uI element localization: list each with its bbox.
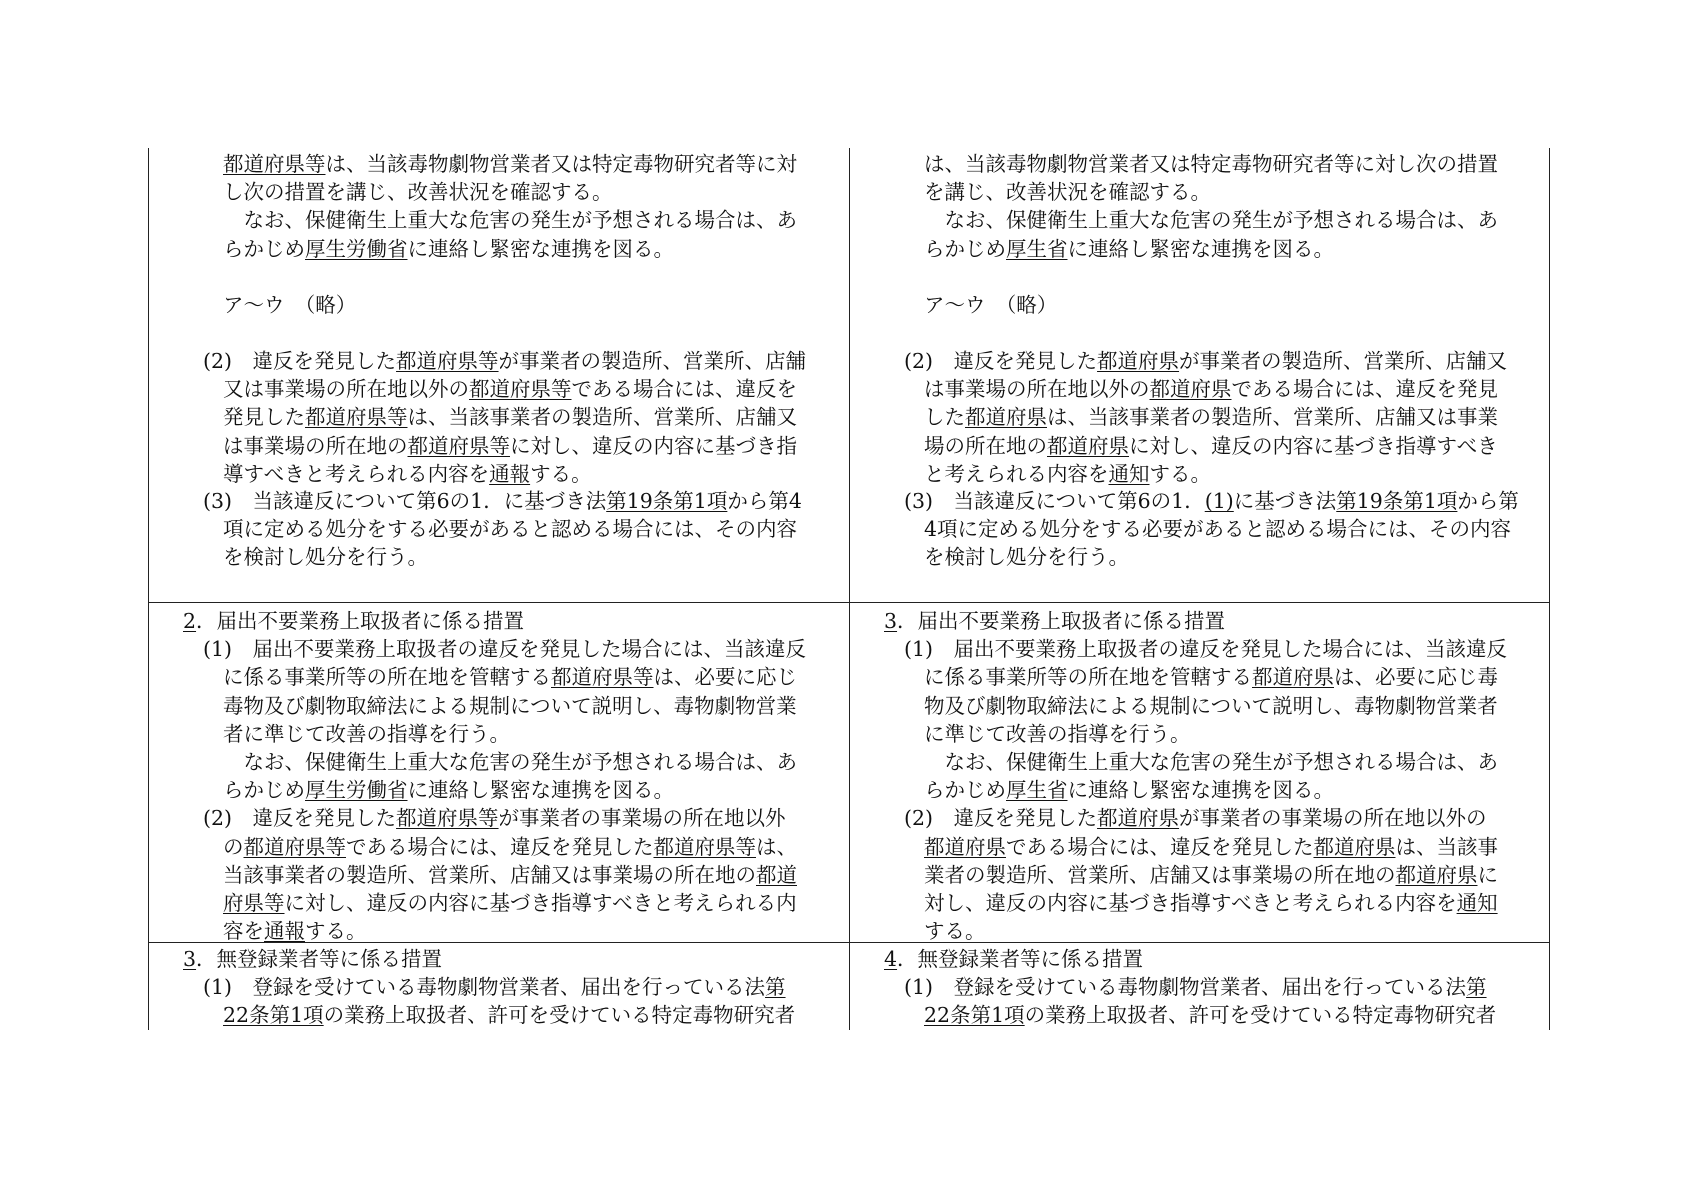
left-section1-item2-line: は事業場の所在地の都道府県等に対し、違反の内容に基づき指 (223, 433, 797, 458)
right-section2-text-line: する。 (924, 919, 986, 944)
right-section1-text-line: を講じ、改善状況を確認する。 (924, 180, 1211, 205)
left-section1-text-line: し次の措置を講じ、改善状況を確認する。 (223, 180, 613, 205)
right-section2-text-line: 3．届出不要業務上取扱者に係る措置 (884, 609, 1226, 633)
right-section2-text-line: に係る事業所等の所在地を管轄する都道府県は、必要に応じ毒 (924, 665, 1498, 690)
left-section2-text-line: に係る事業所等の所在地を管轄する都道府県等は、必要に応じ (223, 665, 797, 690)
left-section1-item2-line: 又は事業場の所在地以外の都道府県等である場合には、違反を (223, 377, 797, 402)
left-section2-text-line: 容を通報する。 (223, 919, 367, 944)
right-section1-text-line: なお、保健衛生上重大な危害の発生が予想される場合は、あ (924, 208, 1498, 233)
left-section1-text-line: ア～ウ （略） (223, 293, 357, 317)
table-border-left (148, 148, 149, 1030)
right-section3-text-line: (1) 登録を受けている毒物劇物営業者、届出を行っている法第 (904, 975, 1487, 1000)
right-section2-text-line: に準じて改善の指導を行う。 (924, 721, 1191, 746)
comparison-table (148, 148, 1550, 1030)
right-section1-item2-line: と考えられる内容を通知する。 (924, 461, 1211, 486)
left-section2-text-line: の都道府県等である場合には、違反を発見した都道府県等は、 (223, 834, 797, 859)
left-section2-text-line: 毒物及び劇物取締法による規制について説明し、毒物劇物営業 (223, 693, 797, 718)
right-section1-item2-line: は事業場の所在地以外の都道府県である場合には、違反を発見 (924, 377, 1498, 402)
left-section1-text-line: らかじめ厚生労働省に連絡し緊密な連携を図る。 (223, 236, 674, 261)
right-section2-text-line: (1) 届出不要業務上取扱者の違反を発見した場合には、当該違反 (904, 637, 1508, 662)
left-section2-text-line: 者に準じて改善の指導を行う。 (223, 721, 510, 746)
left-section2-text-line: なお、保健衛生上重大な危害の発生が予想される場合は、あ (223, 750, 797, 774)
right-section2-text-line: らかじめ厚生省に連絡し緊密な連携を図る。 (924, 778, 1334, 803)
right-section2-text-line: 対し、違反の内容に基づき指導すべきと考えられる内容を通知 (924, 891, 1498, 915)
right-section2-text-line: 物及び劇物取締法による規制について説明し、毒物劇物営業者 (924, 693, 1498, 718)
left-section1-item3-line: 項に定める処分をする必要があると認める場合には、その内容 (223, 517, 797, 542)
left-section1-item2-line: 導すべきと考えられる内容を通報する。 (223, 461, 592, 486)
left-section3-text-line: 3．無登録業者等に係る措置 (183, 947, 443, 971)
left-section3-text-line: 22条第1項の業務上取扱者、許可を受けている特定毒物研究者 (223, 1003, 796, 1028)
right-section1-text-line: ア～ウ （略） (924, 293, 1058, 317)
left-section1-text-line: なお、保健衛生上重大な危害の発生が予想される場合は、あ (223, 208, 797, 233)
right-section1-item3-line: (3) 当該違反について第6の1．(1)に基づき法第19条第1項から第 (904, 489, 1519, 513)
left-section2-text-line: 府県等に対し、違反の内容に基づき指導すべきと考えられる内 (223, 891, 797, 915)
right-section2-text-line: 都道府県である場合には、違反を発見した都道府県は、当該事 (924, 834, 1498, 859)
table-border-right (1549, 148, 1550, 1030)
right-section1-text-line: らかじめ厚生省に連絡し緊密な連携を図る。 (924, 236, 1334, 261)
table-divider-center (849, 148, 850, 1030)
right-section3-text-line: 22条第1項の業務上取扱者、許可を受けている特定毒物研究者 (924, 1003, 1497, 1028)
left-section2-text-line: (2) 違反を発見した都道府県等が事業者の事業場の所在地以外 (203, 806, 786, 831)
right-section3-text-line: 4．無登録業者等に係る措置 (884, 947, 1144, 971)
right-section1-item2-line: (2) 違反を発見した都道府県が事業者の製造所、営業所、店舗又 (904, 349, 1508, 373)
right-section1-text-line: は、当該毒物劇物営業者又は特定毒物研究者等に対し次の措置 (924, 152, 1498, 176)
right-section1-item3-line: 4項に定める処分をする必要があると認める場合には、その内容 (924, 517, 1512, 542)
right-section1-item3-line: を検討し処分を行う。 (924, 545, 1129, 570)
right-section2-text-line: 業者の製造所、営業所、店舗又は事業場の所在地の都道府県に (924, 862, 1498, 887)
left-section1-item2-line: (2) 違反を発見した都道府県等が事業者の製造所、営業所、店舗 (203, 349, 807, 373)
right-section1-item2-line: した都道府県は、当該事業者の製造所、営業所、店舗又は事業 (924, 405, 1498, 430)
left-section1-item3-line: (3) 当該違反について第6の1．に基づき法第19条第1項から第4 (203, 489, 802, 513)
left-section1-item2-line: 発見した都道府県等は、当該事業者の製造所、営業所、店舗又 (223, 405, 797, 430)
left-section1-text-line: 都道府県等は、当該毒物劇物営業者又は特定毒物研究者等に対 (223, 152, 797, 176)
left-section2-text-line: 2．届出不要業務上取扱者に係る措置 (183, 609, 525, 633)
right-section2-text-line: (2) 違反を発見した都道府県が事業者の事業場の所在地以外の (904, 806, 1487, 831)
right-section1-item2-line: 場の所在地の都道府県に対し、違反の内容に基づき指導すべき (924, 433, 1498, 458)
row-divider-1 (148, 602, 1550, 603)
left-section3-text-line: (1) 登録を受けている毒物劇物営業者、届出を行っている法第 (203, 975, 786, 1000)
left-section2-text-line: 当該事業者の製造所、営業所、店舗又は事業場の所在地の都道 (223, 862, 797, 887)
left-section2-text-line: らかじめ厚生労働省に連絡し緊密な連携を図る。 (223, 778, 674, 803)
right-section2-text-line: なお、保健衛生上重大な危害の発生が予想される場合は、あ (924, 750, 1498, 774)
left-section2-text-line: (1) 届出不要業務上取扱者の違反を発見した場合には、当該違反 (203, 637, 807, 662)
left-section1-item3-line: を検討し処分を行う。 (223, 545, 428, 570)
